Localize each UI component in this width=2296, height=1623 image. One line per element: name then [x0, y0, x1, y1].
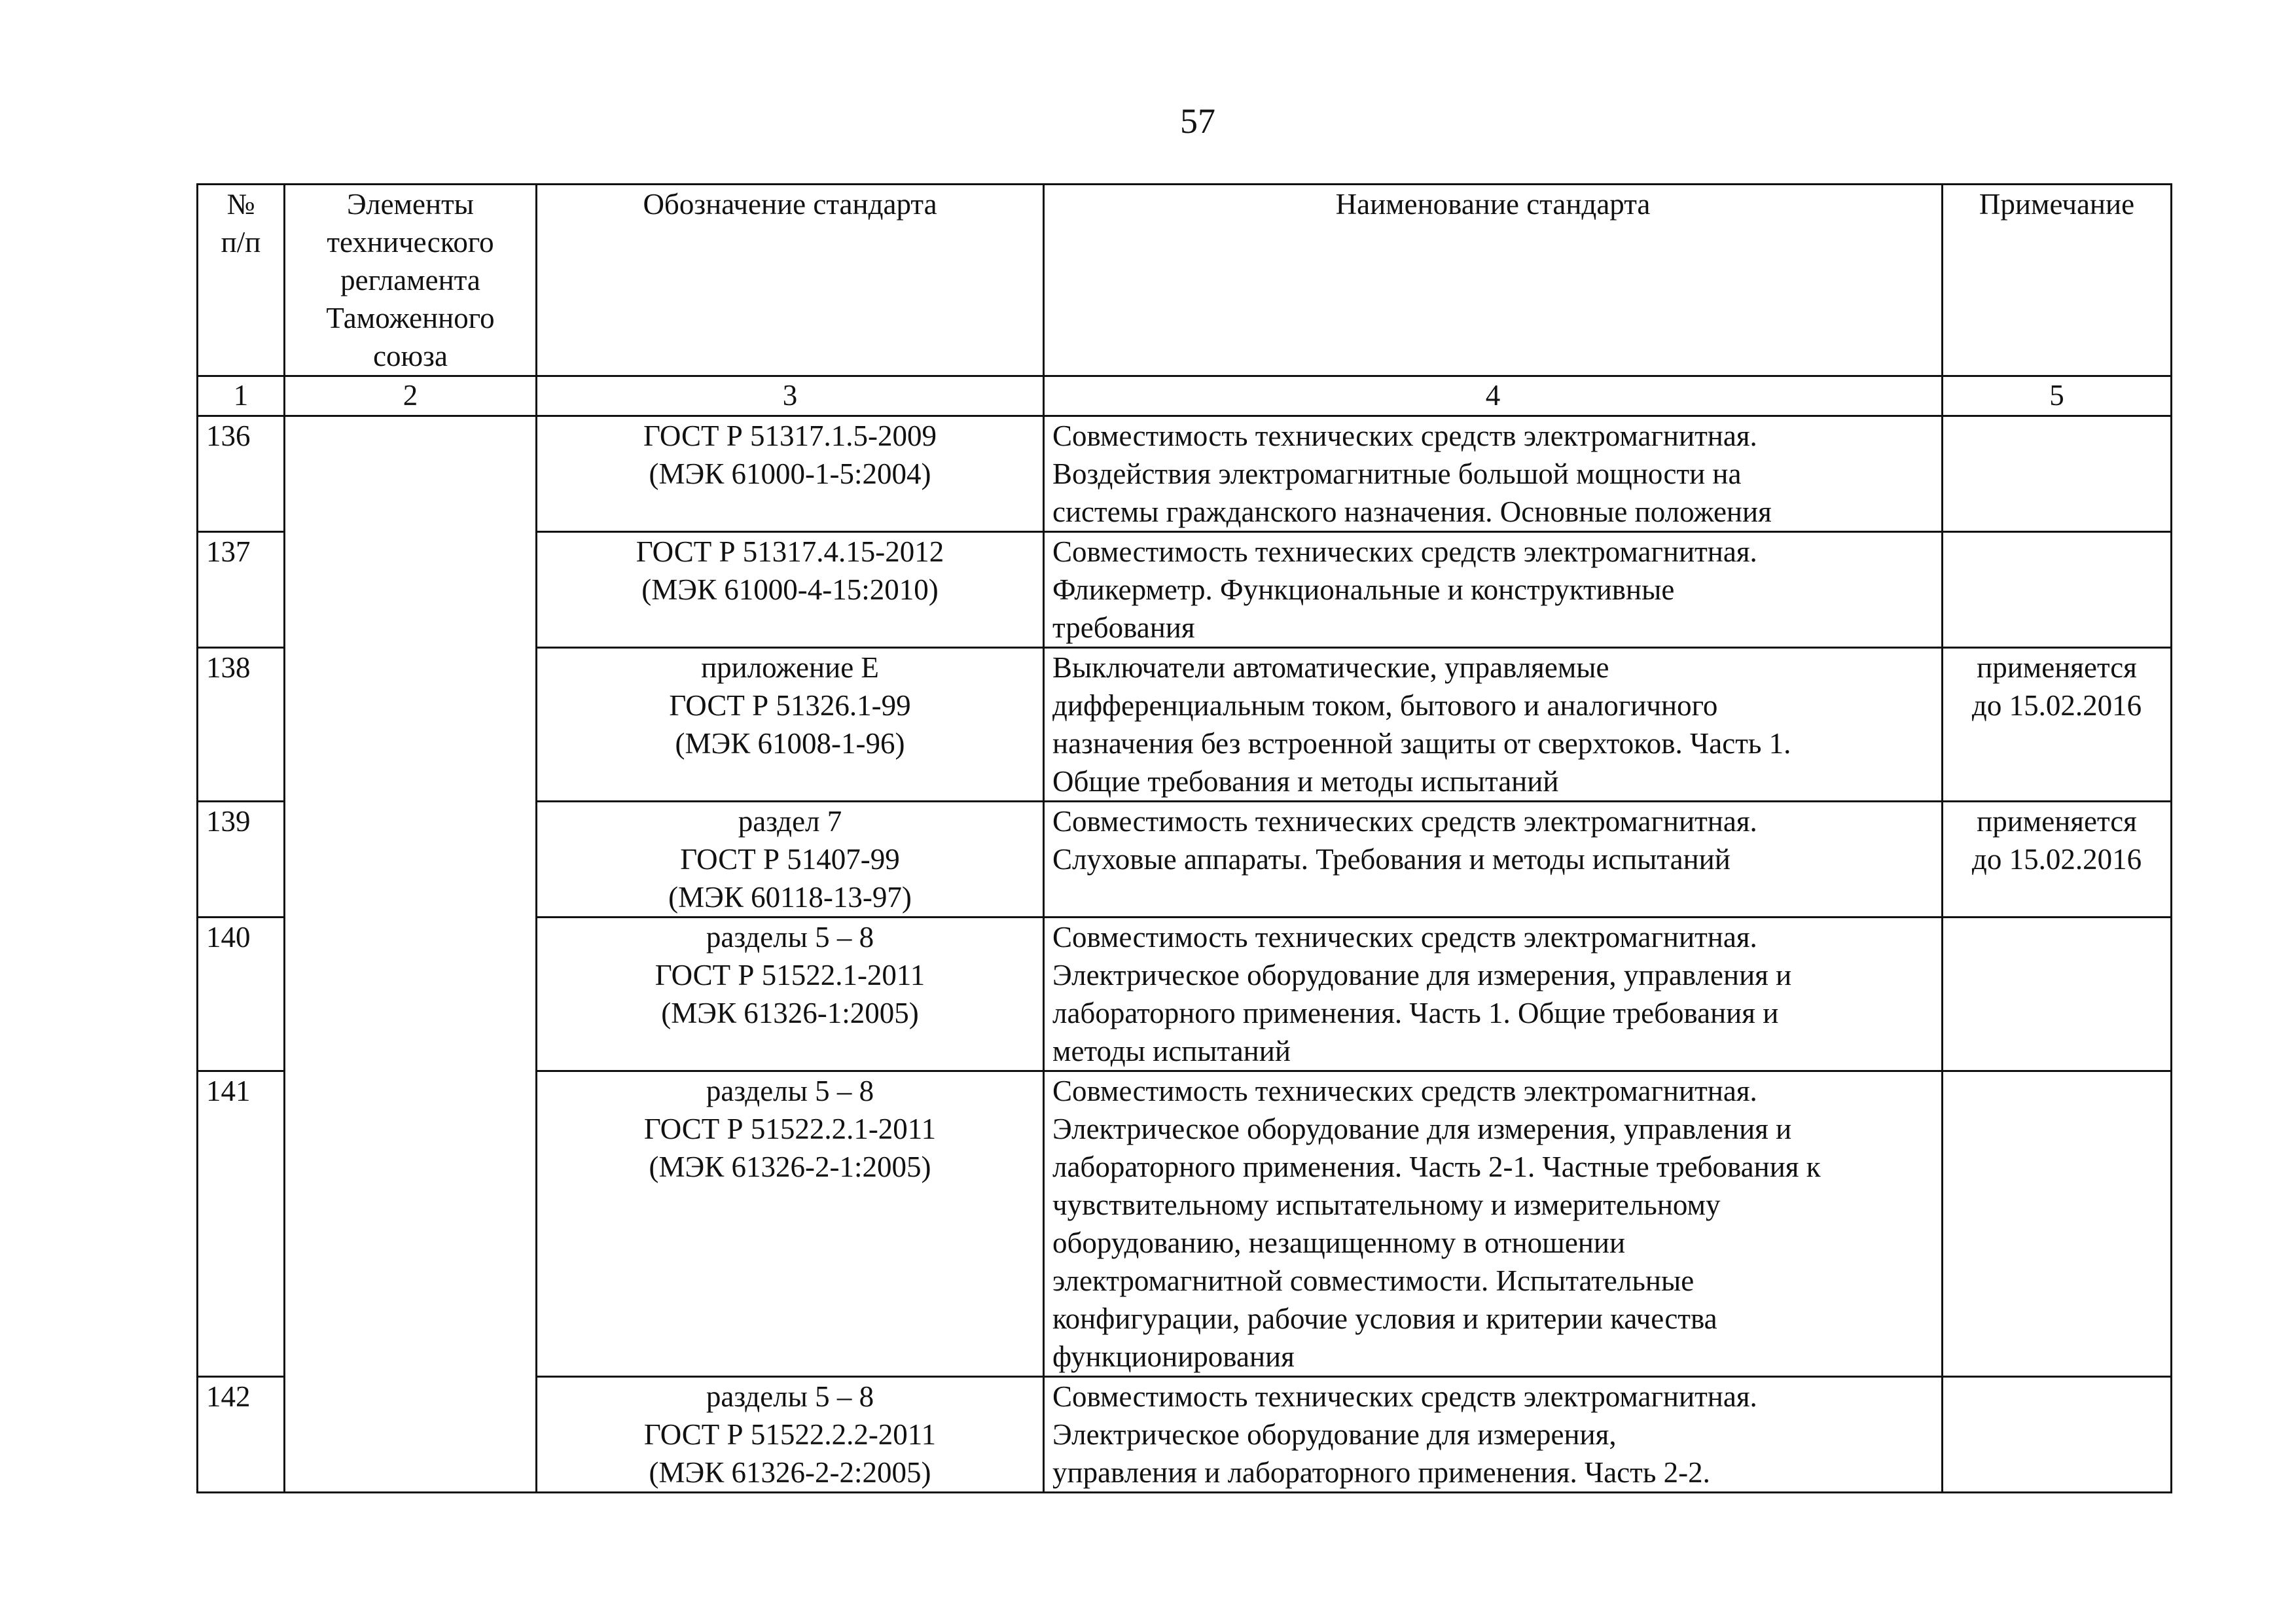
row-number: 139 — [198, 802, 285, 918]
column-number: 1 — [198, 376, 285, 416]
row-number: 140 — [198, 918, 285, 1071]
header-row — [198, 185, 2172, 376]
standard-designation: разделы 5 – 8 ГОСТ Р 51522.2.2-2011 (МЭК 61326-2-2:2005) — [537, 1377, 1044, 1493]
header-note: Примечание — [1943, 185, 2172, 376]
column-number: 2 — [285, 376, 537, 416]
standard-note — [1943, 918, 2172, 1071]
header-name: Наименование стандарта — [1044, 185, 1943, 376]
standard-designation: ГОСТ Р 51317.4.15-2012 (МЭК 61000-4-15:2010) — [537, 532, 1044, 648]
regulation-elements-cell — [285, 416, 537, 1493]
column-number-row — [198, 376, 2172, 416]
standard-note: применяется до 15.02.2016 — [1943, 648, 2172, 802]
standard-note — [1943, 416, 2172, 532]
header-designation: Обозначение стандарта — [537, 185, 1044, 376]
standard-designation: раздел 7 ГОСТ Р 51407-99 (МЭК 60118-13-97) — [537, 802, 1044, 918]
standard-note — [1943, 532, 2172, 648]
standard-name: Выключатели автоматические, управляемые дифференциальным током, бытового и аналогичного назначения без встроенной защиты от сверхтоков. Часть 1. Общие требования и методы испытаний — [1044, 648, 1943, 802]
standard-designation: ГОСТ Р 51317.1.5-2009 (МЭК 61000-1-5:2004) — [537, 416, 1044, 532]
header-elements: Элементы технического регламента Таможенного союза — [285, 185, 537, 376]
standard-designation: приложение Е ГОСТ Р 51326.1-99 (МЭК 61008-1-96) — [537, 648, 1044, 802]
standards-table — [196, 183, 2172, 1493]
row-number: 138 — [198, 648, 285, 802]
column-number: 3 — [537, 376, 1044, 416]
row-number: 142 — [198, 1377, 285, 1493]
table-row — [198, 416, 2172, 532]
standard-note: применяется до 15.02.2016 — [1943, 802, 2172, 918]
row-number: 137 — [198, 532, 285, 648]
standard-name: Совместимость технических средств электромагнитная. Фликерметр. Функциональные и конструктивные требования — [1044, 532, 1943, 648]
standard-name: Совместимость технических средств электромагнитная. Воздействия электромагнитные большой мощности на системы гражданского назначения. Основные положения — [1044, 416, 1943, 532]
standard-note — [1943, 1071, 2172, 1377]
standard-name: Совместимость технических средств электромагнитная. Слуховые аппараты. Требования и методы испытаний — [1044, 802, 1943, 918]
standard-name: Совместимость технических средств электромагнитная. Электрическое оборудование для измерения, управления и лабораторного применения. Часть 1. Общие требования и методы испытаний — [1044, 918, 1943, 1071]
page-number: 57 — [1180, 101, 1215, 141]
column-number: 4 — [1044, 376, 1943, 416]
standard-note — [1943, 1377, 2172, 1493]
row-number: 141 — [198, 1071, 285, 1377]
header-num: № п/п — [198, 185, 285, 376]
column-number: 5 — [1943, 376, 2172, 416]
standard-name: Совместимость технических средств электромагнитная. Электрическое оборудование для измерения, управления и лабораторного применения. Часть 2-2. — [1044, 1377, 1943, 1493]
standard-designation: разделы 5 – 8 ГОСТ Р 51522.2.1-2011 (МЭК 61326-2-1:2005) — [537, 1071, 1044, 1377]
row-number: 136 — [198, 416, 285, 532]
standard-name: Совместимость технических средств электромагнитная. Электрическое оборудование для измерения, управления и лабораторного применения. Часть 2-1. Частные требования к чувствительному испытательному и измерительному оборудованию, незащищенному в отношении электромагнитной совместимости. Испытательные конфигурации, рабочие условия и критерии качества функционирования — [1044, 1071, 1943, 1377]
standard-designation: разделы 5 – 8 ГОСТ Р 51522.1-2011 (МЭК 61326-1:2005) — [537, 918, 1044, 1071]
